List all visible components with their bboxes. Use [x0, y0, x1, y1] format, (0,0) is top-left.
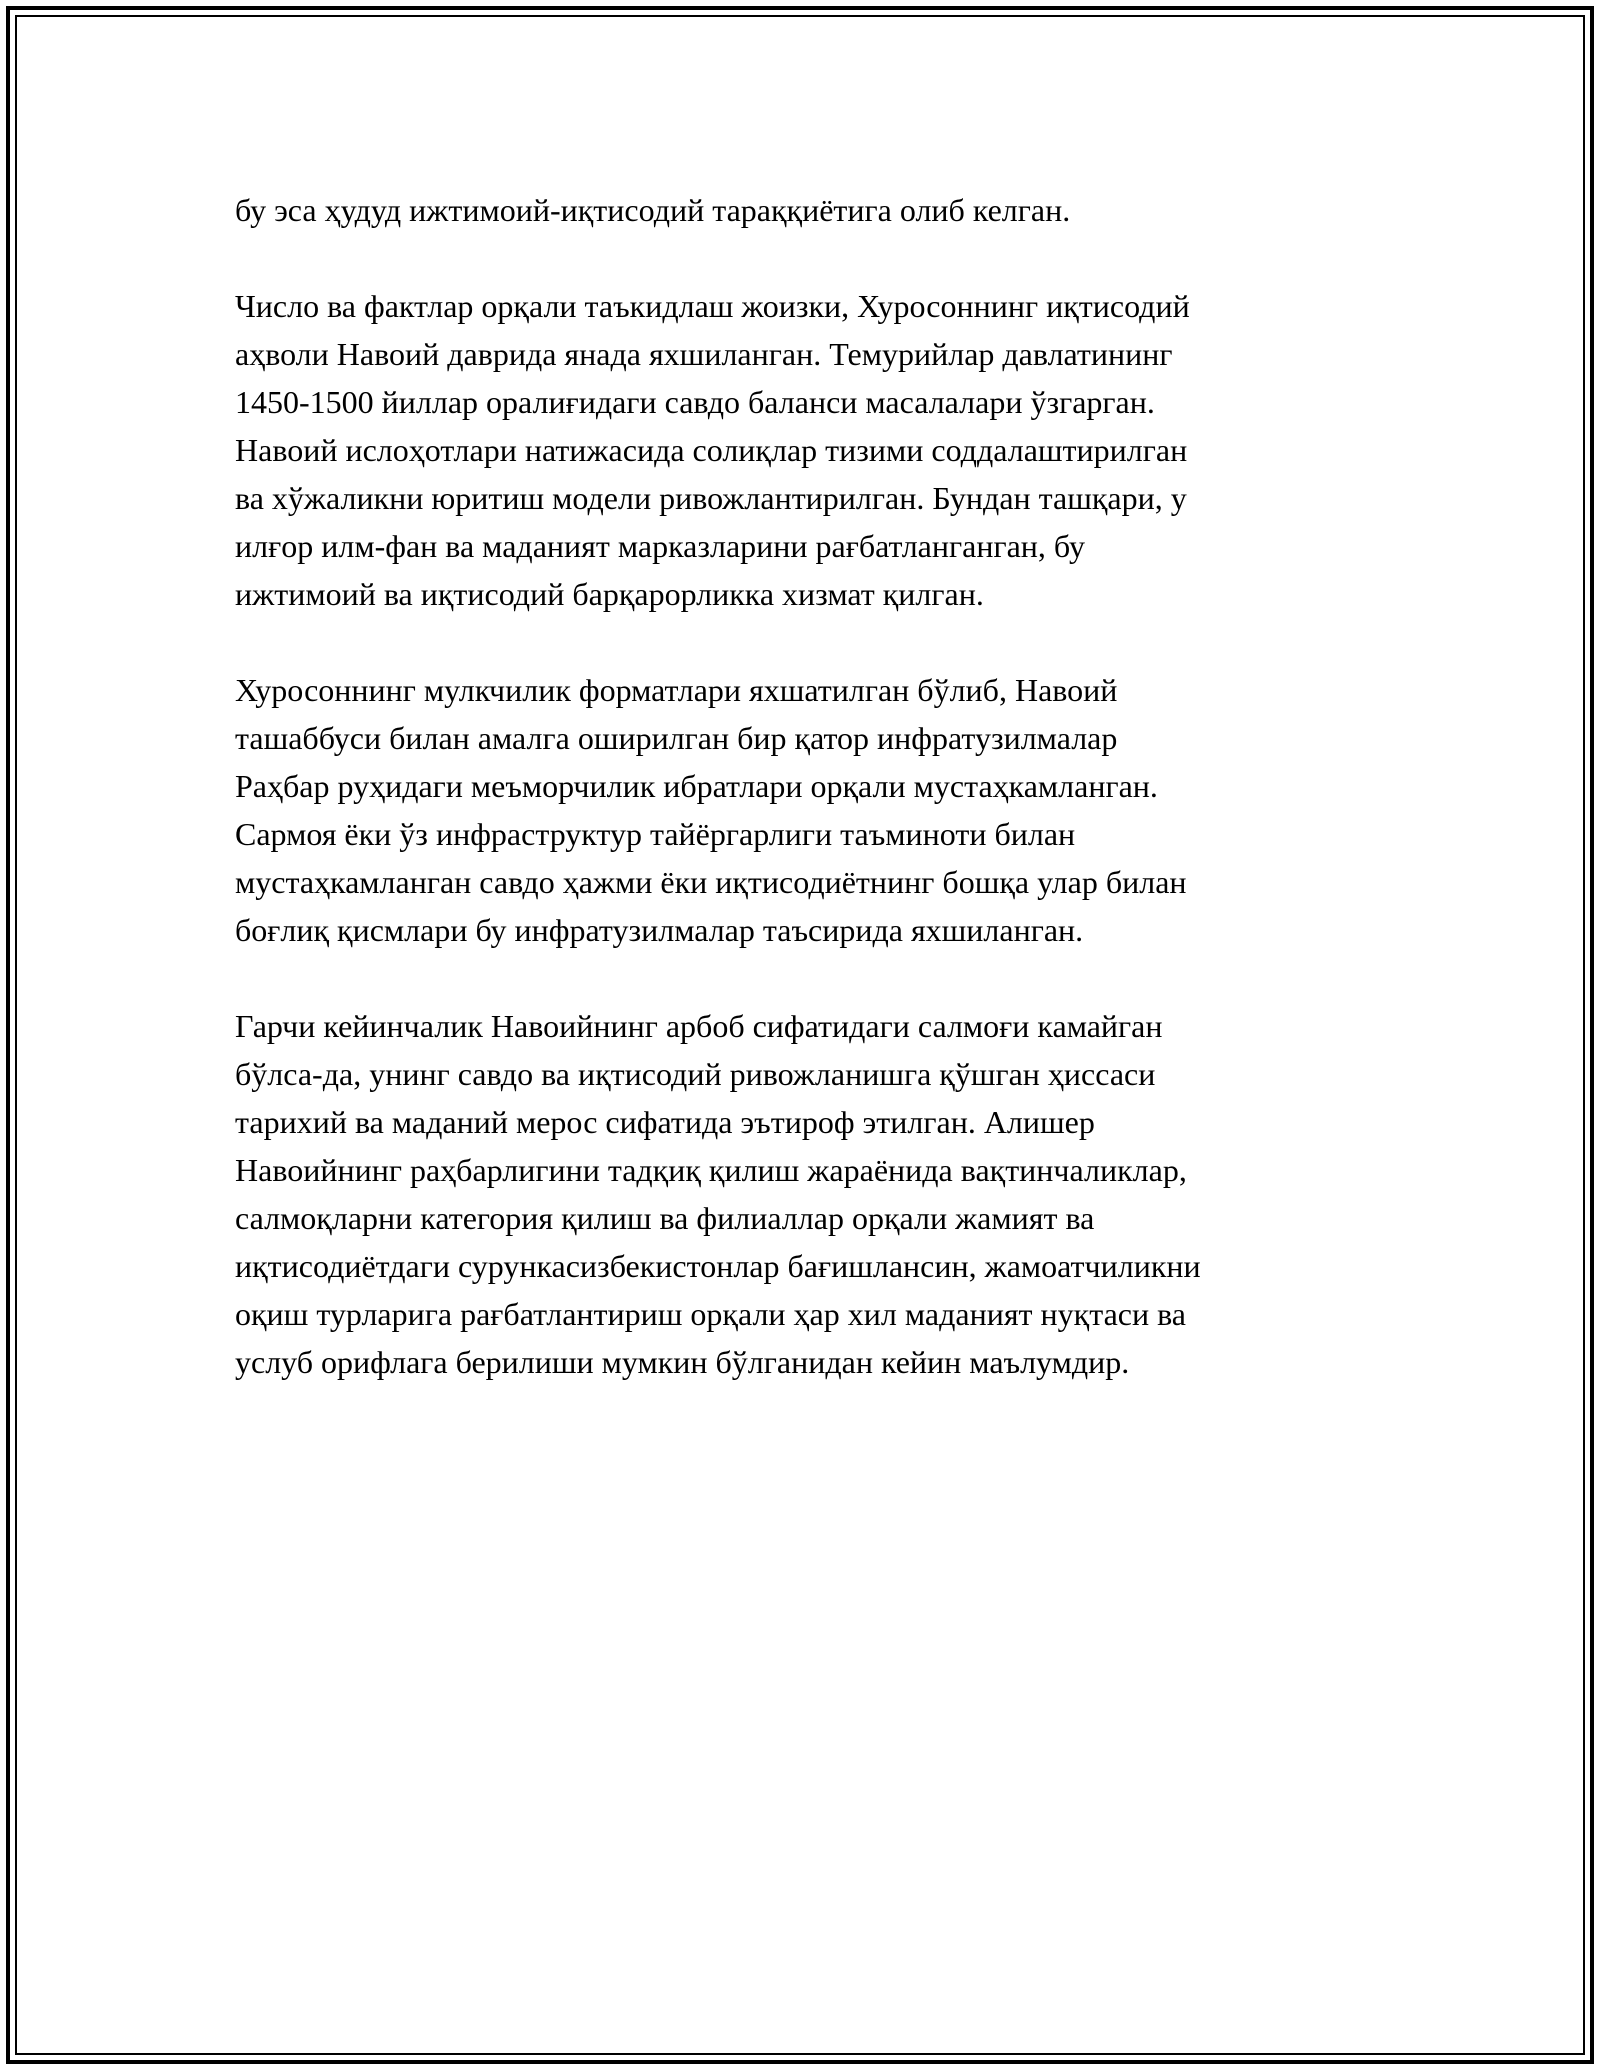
- text-line: оқиш турларига рағбатлантириш орқали ҳар хил маданият нуқтаси ва: [235, 1296, 1186, 1332]
- text-line: боғлиқ қисмлари бу инфратузилмалар таъсирида яхшиланган.: [235, 912, 1084, 948]
- text-line: ва хўжаликни юритиш модели ривожлантирилган. Бундан ташқари, у: [235, 480, 1187, 516]
- text-line: Раҳбар руҳидаги меъморчилик ибратлари орқали мустаҳкамланган.: [235, 768, 1158, 804]
- text-line: салмоқларни категория қилиш ва филиаллар орқали жамият ва: [235, 1200, 1095, 1236]
- text-line: Сармоя ёки ўз инфраструктур тайёргарлиги таъминоти билан: [235, 816, 1076, 852]
- text-line: тарихий ва маданий мерос сифатида эътироф этилган. Алишер: [235, 1104, 1095, 1140]
- text-line: услуб орифлага берилиши мумкин бўлганидан кейин маълумдир.: [235, 1344, 1130, 1380]
- paragraph-3: [235, 666, 1365, 954]
- text-line: ташаббуси билан амалга оширилган бир қатор инфратузилмалар: [235, 720, 1118, 756]
- text-line: ижтимоий ва иқтисодий барқарорликка хизмат қилган.: [235, 576, 984, 612]
- text-line: Навоий ислоҳотлари натижасида солиқлар тизими соддалаштирилган: [235, 432, 1188, 468]
- document-body: [235, 186, 1365, 1434]
- text-line: Навоийнинг раҳбарлигини тадқиқ қилиш жараёнида вақтинчаликлар,: [235, 1152, 1187, 1188]
- text-line: мустаҳкамланган савдо ҳажми ёки иқтисодиётнинг бошқа улар билан: [235, 864, 1187, 900]
- text-line: 1450-1500 йиллар оралиғидаги савдо баланси масалалари ўзгарган.: [235, 384, 1155, 420]
- text-line: иқтисодиётдаги сурункасизбекистонлар бағишлансин, жамоатчиликни: [235, 1248, 1201, 1284]
- paragraph-2: [235, 282, 1365, 618]
- text-line: Хуросоннинг мулкчилик форматлари яхшатилган бўлиб, Навоий: [235, 672, 1118, 708]
- paragraph-1: [235, 186, 1365, 234]
- text-line: бу эса ҳудуд ижтимоий-иқтисодий тараққиётига олиб келган.: [235, 192, 1071, 228]
- text-line: илғор илм-фан ва маданият марказларини рағбатланганган, бу: [235, 528, 1085, 564]
- text-line: Число ва фактлар орқали таъкидлаш жоизки, Хуросоннинг иқтисодий: [235, 288, 1190, 324]
- text-line: аҳволи Навоий даврида янада яхшиланган. Темурийлар давлатининг: [235, 336, 1173, 372]
- text-line: Гарчи кейинчалик Навоийнинг арбоб сифатидаги салмоғи камайган: [235, 1008, 1163, 1044]
- text-line: бўлса-да, унинг савдо ва иқтисодий ривожланишга қўшган ҳиссаси: [235, 1056, 1156, 1092]
- paragraph-4: [235, 1002, 1365, 1386]
